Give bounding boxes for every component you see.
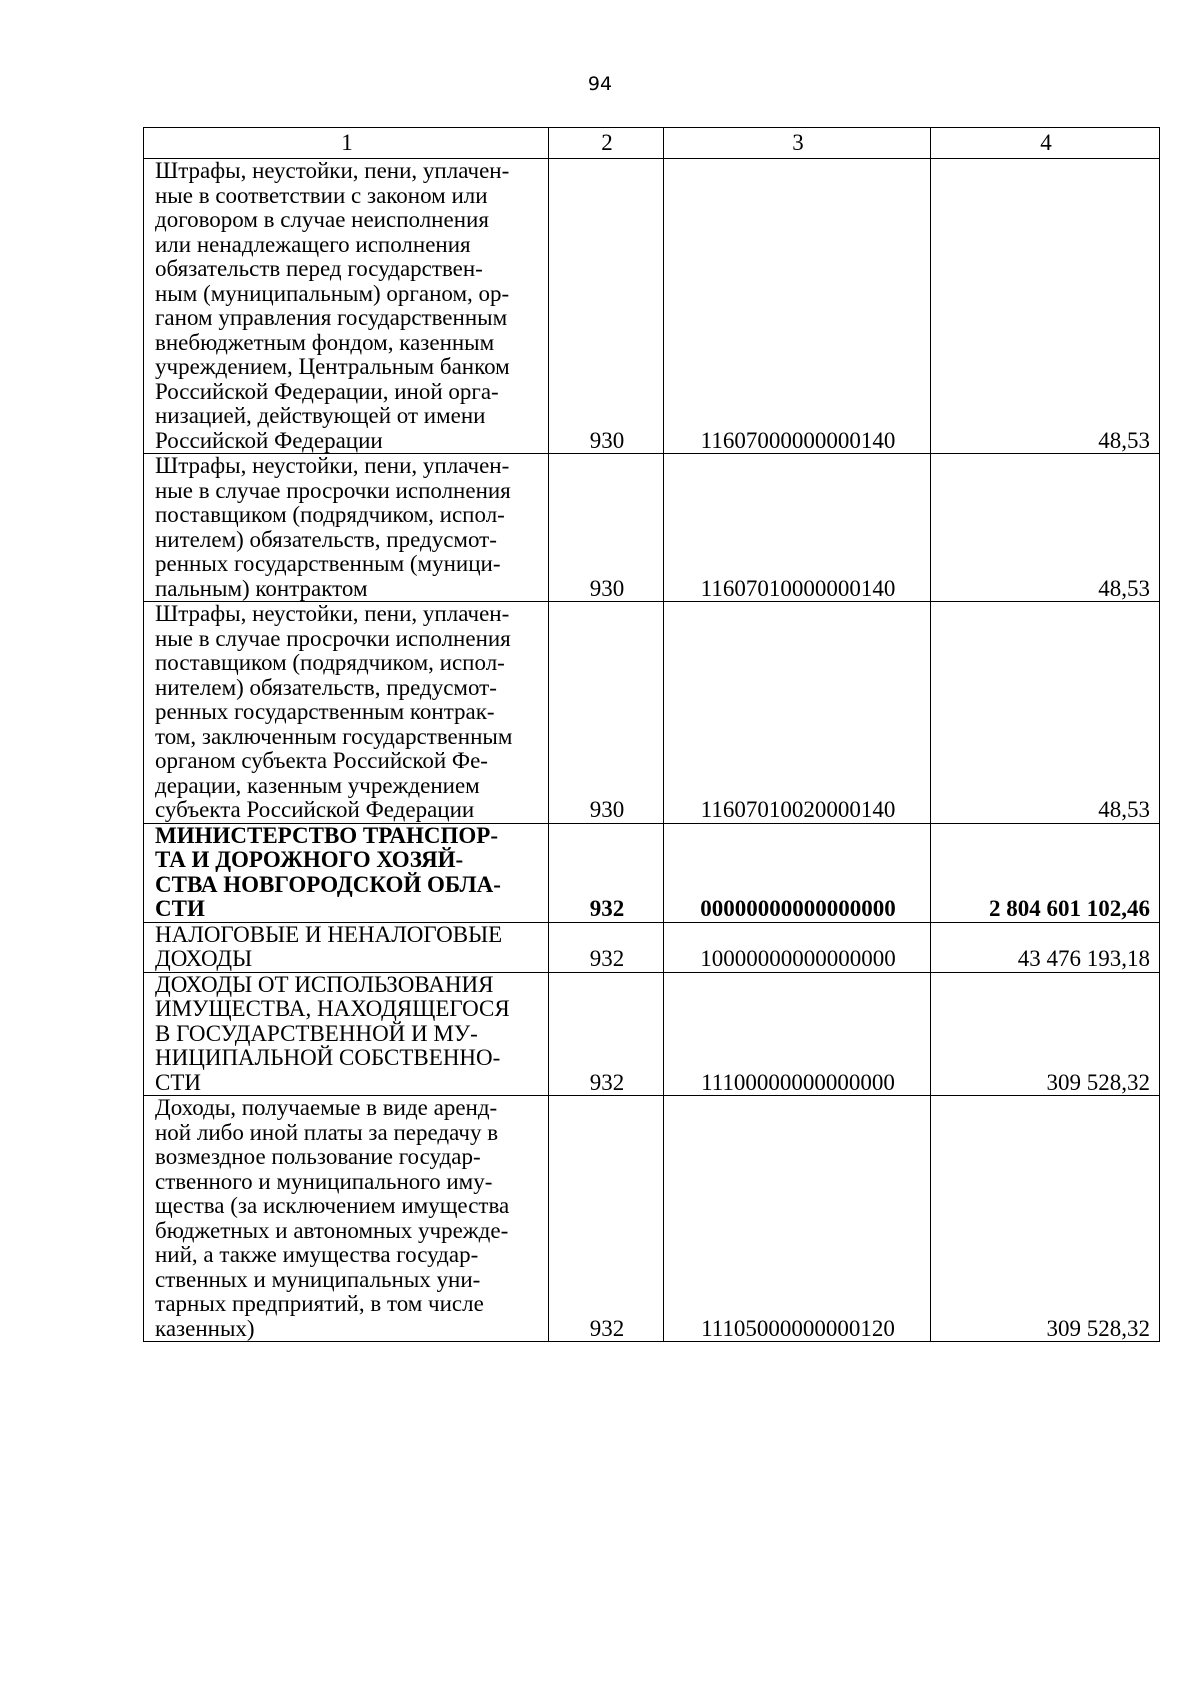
row-admin-code-cell: 930 [549, 159, 664, 454]
row-name-line: низацией, действующей от имени [155, 403, 486, 428]
row-name-line: ТА И ДОРОЖНОГО ХОЗЯЙ- [155, 847, 464, 872]
row-name-line: щества (за исключением имущества [155, 1193, 510, 1218]
row-name-line: Доходы, получаемые в виде аренд- [155, 1095, 498, 1120]
row-name-cell [144, 454, 549, 602]
row-name-line: Штрафы, неустойки, пени, уплачен- [155, 453, 510, 478]
row-name-line: органом субъекта Российской Фе- [155, 748, 488, 773]
row-admin-code-cell: 930 [549, 602, 664, 824]
header-col-3: 3 [664, 128, 931, 159]
row-amount-cell: 309 528,32 [931, 1096, 1160, 1342]
row-name-cell [144, 823, 549, 922]
row-amount-cell: 2 804 601 102,46 [931, 823, 1160, 922]
row-name-line: поставщиком (подрядчиком, испол- [155, 650, 505, 675]
row-name-line: СТИ [155, 896, 205, 921]
table-row [144, 1096, 1160, 1342]
row-classification-code-cell: 10000000000000000 [664, 922, 931, 972]
row-name-line: НАЛОГОВЫЕ И НЕНАЛОГОВЫЕ [155, 921, 503, 947]
row-name-line: В ГОСУДАРСТВЕННОЙ И МУ- [155, 1020, 478, 1046]
row-name-line: ные в соответствии с законом или [155, 182, 488, 208]
table-row [144, 602, 1160, 824]
table-row [144, 823, 1160, 922]
row-name-line: ным (муниципальным) органом, ор- [155, 280, 510, 306]
row-name-line: казенных) [155, 1315, 255, 1341]
row-name-line: нителем) обязательств, предусмот- [155, 674, 497, 700]
row-name-line: ренных государственным (муници- [155, 551, 501, 576]
row-name-line: договором в случае неисполнения [155, 207, 489, 232]
table-row [144, 159, 1160, 454]
row-classification-code-cell: 11100000000000000 [664, 972, 931, 1096]
row-name-line: тарных предприятий, в том числе [155, 1291, 484, 1316]
row-admin-code-cell: 930 [549, 454, 664, 602]
row-name-line: СТИ [155, 1069, 201, 1095]
row-name-line: или ненадлежащего исполнения [155, 231, 471, 257]
row-name-line: ные в случае просрочки исполнения [155, 625, 511, 651]
row-name-line: учреждением, Центральным банком [155, 354, 510, 379]
row-name-line: ИМУЩЕСТВА, НАХОДЯЩЕГОСЯ [155, 996, 510, 1021]
row-name-line: ственных и муниципальных уни- [155, 1266, 481, 1292]
row-amount-cell: 48,53 [931, 602, 1160, 824]
row-name-line: возмездное пользование государ- [155, 1144, 481, 1169]
row-name-cell [144, 972, 549, 1096]
table-row [144, 972, 1160, 1096]
row-name-line: поставщиком (подрядчиком, испол- [155, 502, 505, 527]
row-name-line: МИНИСТЕРСТВО ТРАНСПОР- [155, 822, 498, 848]
row-name-line: Российской Федерации [155, 427, 383, 453]
row-amount-cell: 48,53 [931, 454, 1160, 602]
row-name-line: внебюджетным фондом, казенным [155, 329, 495, 355]
table-row [144, 454, 1160, 602]
row-name-line: пальным) контрактом [155, 575, 368, 601]
row-name-line: обязательств перед государствен- [155, 256, 483, 281]
row-admin-code-cell: 932 [549, 1096, 664, 1342]
page-number: 94 [587, 73, 613, 95]
row-name-line: ственного и муниципального иму- [155, 1168, 493, 1194]
header-col-2: 2 [549, 128, 664, 159]
row-amount-cell: 48,53 [931, 159, 1160, 454]
row-name-line: субъекта Российской Федерации [155, 797, 475, 822]
row-name-line: бюджетных и автономных учрежде- [155, 1217, 509, 1243]
row-amount-cell: 43 476 193,18 [931, 922, 1160, 972]
row-classification-code-cell: 11607010020000140 [664, 602, 931, 824]
row-name-line: ганом управления государственным [155, 305, 508, 330]
row-name-line: Штрафы, неустойки, пени, уплачен- [155, 158, 510, 183]
row-amount-cell: 309 528,32 [931, 972, 1160, 1096]
row-name-line: СТВА НОВГОРОДСКОЙ ОБЛА- [155, 871, 501, 897]
revenue-table [143, 127, 1160, 1342]
row-name-cell [144, 602, 549, 824]
row-name-line: Штрафы, неустойки, пени, уплачен- [155, 601, 510, 626]
row-name-line: ной либо иной платы за передачу в [155, 1119, 499, 1145]
row-name-line: ДОХОДЫ [155, 946, 253, 971]
row-admin-code-cell: 932 [549, 972, 664, 1096]
row-name-cell [144, 1096, 549, 1342]
row-admin-code-cell: 932 [549, 823, 664, 922]
row-name-line: том, заключенным государственным [155, 723, 513, 749]
row-name-cell [144, 159, 549, 454]
row-name-line: Российской Федерации, иной орга- [155, 378, 499, 404]
row-classification-code-cell: 11105000000000120 [664, 1096, 931, 1342]
table-row [144, 922, 1160, 972]
table-body [144, 159, 1160, 1342]
row-classification-code-cell: 11607010000000140 [664, 454, 931, 602]
row-name-line: ний, а также имущества государ- [155, 1242, 479, 1267]
table-header-row [144, 128, 1160, 159]
row-name-cell [144, 922, 549, 972]
row-name-line: нителем) обязательств, предусмот- [155, 526, 497, 552]
header-col-4: 4 [931, 128, 1160, 159]
row-name-line: ренных государственным контрак- [155, 699, 495, 724]
row-name-line: дерации, казенным учреждением [155, 772, 480, 798]
row-name-line: ДОХОДЫ ОТ ИСПОЛЬЗОВАНИЯ [155, 971, 494, 997]
row-classification-code-cell: 11607000000000140 [664, 159, 931, 454]
row-classification-code-cell: 00000000000000000 [664, 823, 931, 922]
row-name-line: ные в случае просрочки исполнения [155, 477, 511, 503]
row-name-line: НИЦИПАЛЬНОЙ СОБСТВЕННО- [155, 1045, 501, 1070]
row-admin-code-cell: 932 [549, 922, 664, 972]
header-col-1: 1 [144, 128, 549, 159]
